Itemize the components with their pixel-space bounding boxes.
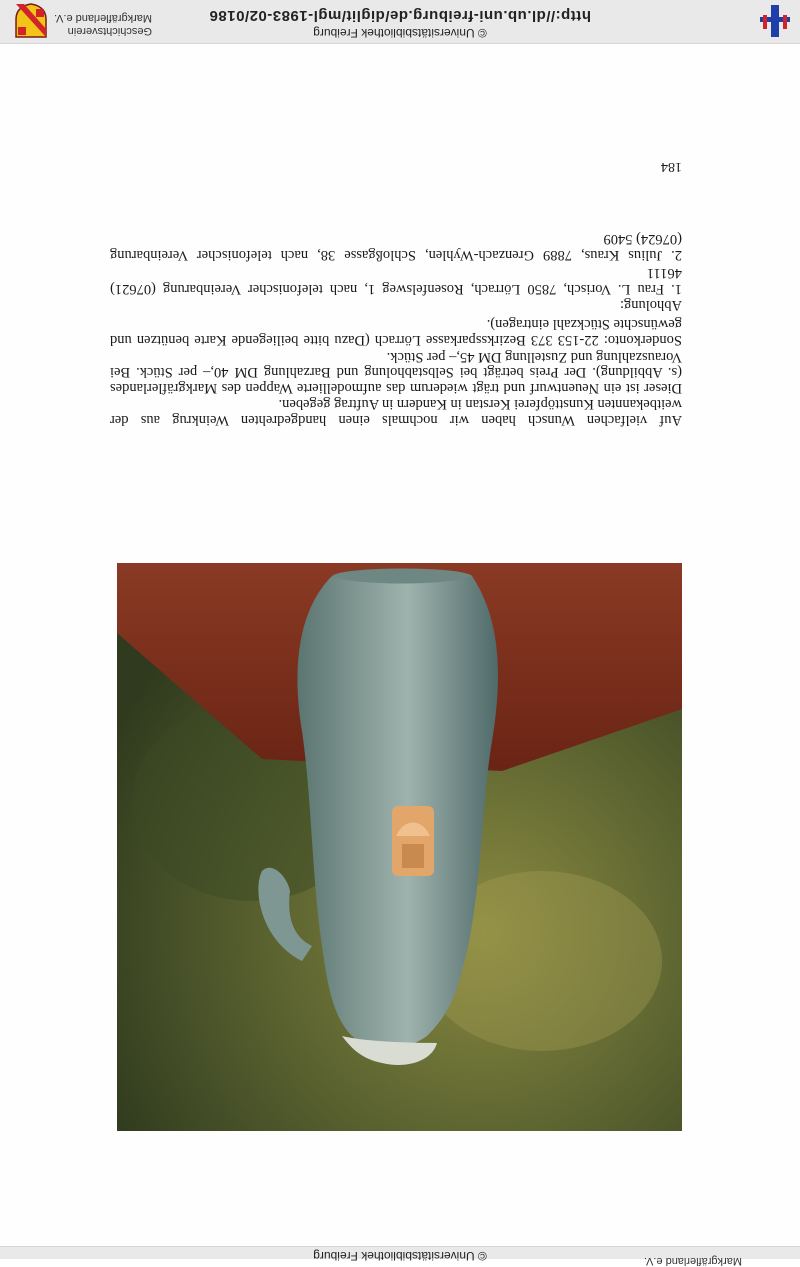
intro-paragraph: Auf vielfachen Wunsch haben wir nochmals einen handgedrehten Weinkrug aus der weitbekannten Kunsttöpferei Kerstan in Kandern in Auftrag gegeben. [110,396,682,428]
ghost-copyright-text: © Universitätsbibliothek Freiburg [313,1249,487,1263]
pickup-option-2: 2. Julius Kraus, 7889 Grenzach-Wyhlen, Schloßgasse 38, nach telefonischer Vereinbarung (07624) 5409 [110,231,682,263]
document-url[interactable]: http://dl.ub.uni-freiburg.de/diglit/mgl-1983-02/0186 [209,7,591,24]
copyright-text: © Universitätsbibliothek Freiburg [313,26,487,40]
page-number: 184 [661,159,682,174]
coat-of-arms-icon [14,3,48,39]
pickup-heading: Abholung: [619,297,682,313]
pickup-option-1: 1. Frau L. Vorisch, 7850 Lörrach, Rosenfelsweg 1, nach telefonischer Vereinbarung (07621) 46111 [110,265,682,297]
ghost-header-strip [0,1246,800,1267]
ghost-society-text: Markgräflerland e.V. [643,1255,742,1267]
weinkrug-photograph [117,563,682,1131]
society-line-2: Markgräflerland e.V. [54,12,153,24]
society-name [54,11,152,37]
bank-account-paragraph: Sonderkonto: 22-153 373 Bezirkssparkasse Lörrach (Dazu bitte beiliegende Karte benützen und gewünschte Stückzahl eintragen). [110,316,682,348]
description-paragraph: Dieser ist ein Neuentwurf und trägt wiederum das aufmodellierte Wappen des Markgräflerlandes (s. Abbildung). Der Preis beträgt bei Selbstabholung und Barzahlung DM 40,– per Stück. Bei Vorauszahlung und Zustellung DM 45,– per Stück. [110,349,682,396]
digital-library-header [0,0,800,44]
society-line-1: Geschichtsverein [67,25,153,37]
